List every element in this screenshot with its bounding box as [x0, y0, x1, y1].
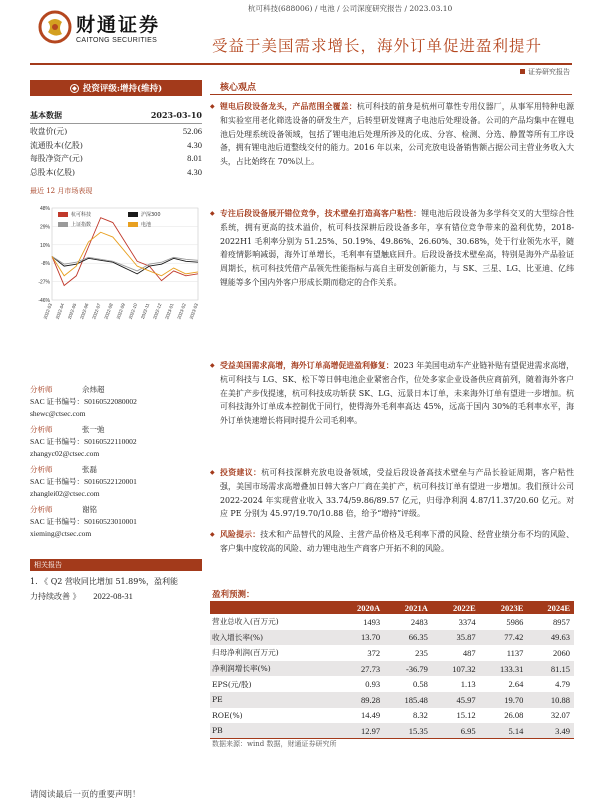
table-row [210, 645, 574, 661]
legend-swatch [128, 212, 138, 217]
legend-swatch [128, 222, 138, 227]
cell-value: 14.49 [361, 710, 381, 721]
paragraph-risk: ◆ 风险提示：技术和产品替代的风险、主营产品价格及毛利率下滑的风险、经营业绩分布不均的风险、客户集中度较高的风险、动力锂电池生产商客户开拓不利的风险。 [210, 528, 574, 556]
basic-row: 每股净资产(元) 8.01 [30, 153, 202, 163]
legend-swatch [58, 222, 68, 227]
cell-value: 0.93 [365, 679, 381, 690]
cell-value: 89.28 [337, 692, 384, 708]
cell-value: 5.14 [480, 723, 528, 739]
x-tick-label: 2023-01 [164, 302, 175, 320]
logo-mark-icon [38, 10, 72, 44]
cell-value: 45.97 [432, 692, 480, 708]
cell-value: 3.49 [527, 723, 574, 739]
paragraph-us-demand: ◆ 受益美国需求高增，海外订单高增促进盈利修复：2023 年美国电动车产业链补贴有望促进需求高增，杭可科技与 LG、SK、松下等日韩电池企业紧密合作，位处多家企业设备供应商前列，随着海外客户在美扩产步伐提速，杭可科技成功斩获 SK、LG、远景日本订单，未来海外订单有望进一步增加。杭可科技海外订单成本控制优于同行，使得海外毛利率高达 45%，远高于国内 30%的毛利率水平，海外订单快速增长将同时提升公司毛利率。 [210, 359, 574, 428]
x-tick-label: 2022-08 [103, 302, 114, 320]
row-label: EPS(元/股) [212, 679, 252, 689]
y-tick-label: -46% [38, 298, 50, 304]
analyst-block: 分析师 张一弛 SAC 证书编号：S0160522110002 zhangyc02@ctsec.com [30, 425, 137, 458]
cell-value: 77.42 [480, 630, 528, 646]
cell-value: 2.64 [508, 679, 524, 690]
cell-value: 49.63 [527, 630, 574, 646]
series-line-3 [52, 232, 198, 276]
cell-value: 10.88 [527, 692, 574, 708]
cell-value: -36.79 [384, 661, 432, 677]
report-type-tag: 证券研究报告 [520, 67, 570, 77]
data-source: 数据来源：wind 数据，财通证券研究所 [212, 740, 337, 748]
cell-value: 235 [415, 647, 428, 658]
row-label: PE [210, 692, 337, 708]
y-tick-label: 48% [39, 206, 50, 212]
related-reports-header: 相关报告 [30, 559, 202, 571]
analyst-block: 分析师 张磊 SAC 证书编号：S0160522120001 zhanglei02@ctsec.com [30, 465, 137, 498]
cell-value: 6.95 [432, 723, 480, 739]
cell-value: 35.87 [432, 630, 480, 646]
cell-value: 1.13 [460, 679, 476, 690]
x-tick-label: 2022-05 [66, 302, 78, 320]
cell-value: 27.73 [337, 661, 384, 677]
cell-value: 19.70 [480, 692, 528, 708]
report-title: 受益于美国需求增长，海外订单促进盈利提升 [212, 37, 543, 55]
cell-value: 4.79 [555, 679, 570, 690]
basic-row: 总股本(亿股) 4.30 [30, 166, 202, 177]
x-tick-label: 2022-09 [115, 302, 126, 320]
cell-value: 0.58 [413, 679, 428, 690]
table-row [210, 630, 574, 646]
cell-value: 81.15 [527, 661, 574, 677]
cell-value: 3374 [458, 616, 476, 627]
table-row [210, 723, 574, 739]
y-tick-label: -27% [38, 279, 50, 286]
row-label: 归母净利润(百万元) [212, 648, 279, 658]
header-meta: 杭可科技(688006) / 电池 / 公司深度研究报告 / 2023.03.10 [248, 4, 453, 13]
forecast-table: 2020A 2021A 2022E 2023E 2024E 营业总收入(百万元) 1493 2483 3374 5986 8957 收入增长率(%) 13.70 66.35 35.87 77.42 49.63 归母净利润(百万元) 372 235 487 1137 2060 净利润增长率(%) 27.73 -36.79 107.32 133.31 81.15 EPS(元/股) 0.93 0.58 1.13 2.64 4.79 PE 89.28 185.48 45.97 19.70 10.88 ROE(%) 14.49 8.32 15.12 26.08 32.07 PB 12.97 15.35 6.95 5.14 3.49 [210, 601, 574, 739]
legend-label: 电池 [141, 222, 152, 228]
cell-value: 1137 [506, 647, 524, 658]
table-row [210, 708, 574, 724]
cell-value: 372 [367, 647, 381, 658]
paragraph-investment: ◆ 投资建议：杭可科技深耕充放电设备领域，受益后段设备高技术壁垒与产品长验证周期，客户粘性强，美国市场需求高增叠加日韩大客户厂商在美扩产，杭可科技订单有望进一步增加。我们预计公司 2022-2024 年实现营业收入 33.74/59.86/89.57 亿元，归母净利润 4.87/11.37/20.60 亿元。对应 PE 分别为 45.97/19.70/10.88 倍，给予“增持”评级。 [210, 466, 574, 521]
cell-value: 13.70 [337, 630, 384, 646]
table-row [210, 692, 574, 708]
cell-value: 107.32 [432, 661, 480, 677]
cell-value: 8.32 [413, 710, 428, 721]
cell-value: 12.97 [337, 723, 384, 739]
company-logo [38, 10, 160, 44]
x-tick-label: 2022-10 [127, 302, 139, 320]
y-tick-label: 10% [39, 242, 50, 249]
cell-value: 15.12 [456, 710, 476, 721]
table-row [210, 661, 574, 677]
row-label: 净利润增长率(%) [210, 661, 337, 677]
table-row [210, 614, 574, 630]
basic-row: 流通股本(亿股) 4.30 [30, 139, 202, 150]
header-rule [30, 63, 572, 65]
x-tick-label: 2023-02 [176, 302, 187, 320]
cell-value: 185.48 [384, 692, 432, 708]
x-tick-label: 2022-11 [140, 302, 151, 320]
forecast-heading: 盈利预测： [212, 590, 255, 600]
basic-row: 收盘价(元) 52.06 [30, 126, 202, 136]
legend-label: 沪深300 [141, 212, 161, 218]
cell-value: 8957 [553, 616, 570, 627]
table-row [210, 676, 574, 692]
rating-text: 投资评级:增持(维持) [82, 84, 163, 94]
paragraph-leader: ◆ 锂电后段设备龙头，产品范围全覆盖：杭可科技的前身是杭州可靠性专用仪器厂，从事军用特种电源和实验室用老化筛选设备的研发生产，后转型研发锂离子电池后处理设备。公司的产品均集中在锂电池后处理系统设备领域，包括了锂电池后处理所涉及的化成、分容、检测、分选、静置等所有工序设备，拥有锂电池后道整线交付的能力。2016 年以来，公司充放电设备销售额占据公司主营业务收入大头，占比始终在 70%以上。 [210, 100, 574, 169]
market-chart [30, 204, 202, 352]
cell-value: 133.31 [480, 661, 528, 677]
basic-data-list [30, 126, 202, 180]
row-label: ROE(%) [212, 710, 243, 720]
rating-box [30, 80, 202, 96]
row-label: 营业总收入(百万元) [212, 617, 279, 627]
rating-icon: ◆ [70, 84, 79, 93]
cell-value: 2483 [410, 616, 428, 627]
x-tick-label: 2022-03 [42, 302, 53, 320]
logo-english: CAITONG SECURITIES [76, 37, 158, 44]
legend-swatch [58, 212, 68, 217]
core-rule [210, 94, 572, 95]
basic-data-header [30, 110, 202, 124]
row-label: 收入增长率(%) [210, 630, 337, 646]
basic-data-date: 2023-03-10 [150, 110, 202, 120]
cell-value: 66.35 [384, 630, 432, 646]
legend-label: 上证指数 [71, 222, 92, 228]
cell-value: 26.08 [504, 710, 524, 721]
x-tick-label: 2023-03 [188, 302, 199, 320]
series-line-1 [52, 256, 198, 273]
analyst-block: 分析师 佘炜超 SAC 证书编号：S0160522080002 shewc@ctsec.com [30, 385, 137, 418]
cell-value: 32.07 [550, 710, 570, 721]
x-tick-label: 2022-06 [79, 302, 90, 320]
cell-value: 1493 [363, 616, 381, 627]
cell-value: 5986 [506, 616, 524, 627]
x-tick-label: 2022-12 [152, 302, 163, 320]
trend-label: 最近 12 月市场表现 [30, 187, 93, 195]
cell-value: 2060 [553, 647, 570, 658]
footer-disclaimer: 请阅读最后一页的重要声明！ [30, 790, 141, 800]
core-views-heading: 核心观点 [220, 83, 257, 93]
row-label: PB [210, 723, 337, 739]
legend-label: 杭可科技 [71, 212, 92, 218]
cell-value: 487 [462, 647, 476, 658]
cell-value: 15.35 [384, 723, 432, 739]
paragraph-competition: ◆ 专注后段设备展开错位竞争，技术壁垒打造高客户粘性：锂电池后段设备为多学科交叉的大型综合性系统，拥有更高的技术溢价，杭可科技深耕后段设备多年，享有错位竞争带来的盈利优势，2018-2022H1 毛利率分别为 51.25%、50.19%、49.86%、26.60%、30.68%，处于行业领先水平，随着疫情影响减弱，海外订单增长，毛利率有望触底回升。后段设备技术壁垒高，特别是海外产品验证周期长，杭可科技凭借产品领先性能指标与高自主研发创新能力，与 SK、三星、LG、比亚迪、亿纬锂能等多个国内外客户形成长期而稳定的合作关系。 [210, 207, 574, 290]
x-tick-label: 2022-04 [54, 302, 66, 320]
y-tick-label: -8% [41, 261, 50, 268]
related-report-item[interactable]: 1. 《 Q2 营收同比增加 51.89%，盈利能 力持续改善 》 2022-08-31 [30, 577, 178, 601]
basic-data-title: 基本数据 [30, 110, 62, 120]
logo-chinese: 财通证券 [76, 14, 161, 36]
y-tick-label: 29% [39, 224, 50, 231]
x-tick-label: 2022-07 [91, 302, 102, 320]
analyst-block: 分析师 谢铭 SAC 证书编号：S0160523010001 xieming@ctsec.com [30, 505, 137, 538]
